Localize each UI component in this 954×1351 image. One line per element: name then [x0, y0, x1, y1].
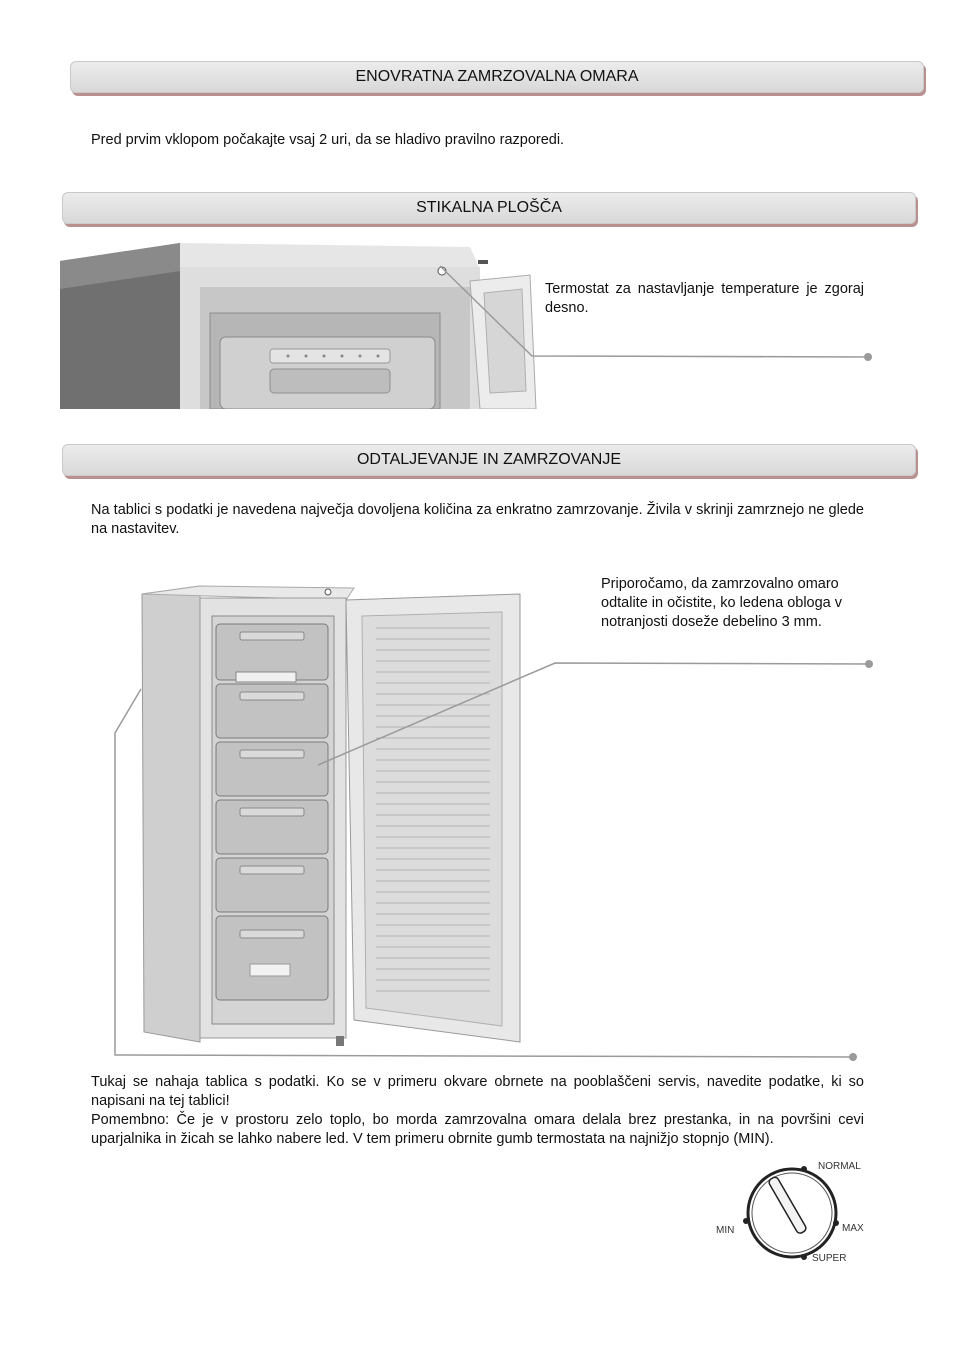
thermostat-dial	[712, 1155, 872, 1265]
section-header-defrost: ODTALJEVANJE IN ZAMRZOVANJE	[62, 444, 916, 476]
dial-label-super: SUPER	[812, 1253, 847, 1264]
intro-paragraph: Pred prvim vklopom počakajte vsaj 2 uri, da se hladivo pravilno razporedi.	[91, 132, 565, 148]
dial-label-min: MIN	[716, 1225, 735, 1236]
dial-label-max: MAX	[842, 1223, 864, 1234]
rating-plate-paragraph	[91, 1073, 864, 1149]
rating-plate-text: Tukaj se nahaja tablica s podatki. Ko se v primeru okvare obrnete na pooblaščeni servis, navedite podatke, ki so napisani na tej tablici!	[91, 1074, 864, 1109]
dial-label-normal: NORMAL	[818, 1161, 861, 1172]
rating-plate-leader-line	[105, 685, 865, 1065]
defrost-text: Priporočamo, da zamrzovalno omaro odtalite in očistite, ko ledena obloga v notranjosti doseže debelino 3 mm.	[601, 576, 843, 630]
important-text: Pomembno: Če je v prostoru zelo toplo, bo morda zamrzovalna omara delala brez prestanka, in na površini cevi uparjalnika in žicah se lahko nabere led. V tem primeru obrnite gumb termostata na najnižjo stopnjo (MIN).	[91, 1112, 864, 1147]
thermostat-text: Termostat za nastavljanje temperature je zgoraj desno.	[545, 281, 864, 316]
section-header-control-panel: STIKALNA PLOŠČA	[62, 192, 916, 224]
capacity-paragraph: Na tablici s podatki je navedena največja dovoljena količina za enkratno zamrzovanje. Živila v skrinji zamrznejo ne glede na nastavitev.	[91, 502, 864, 537]
section-header-freezer: ENOVRATNA ZAMRZOVALNA OMARA	[70, 61, 924, 93]
